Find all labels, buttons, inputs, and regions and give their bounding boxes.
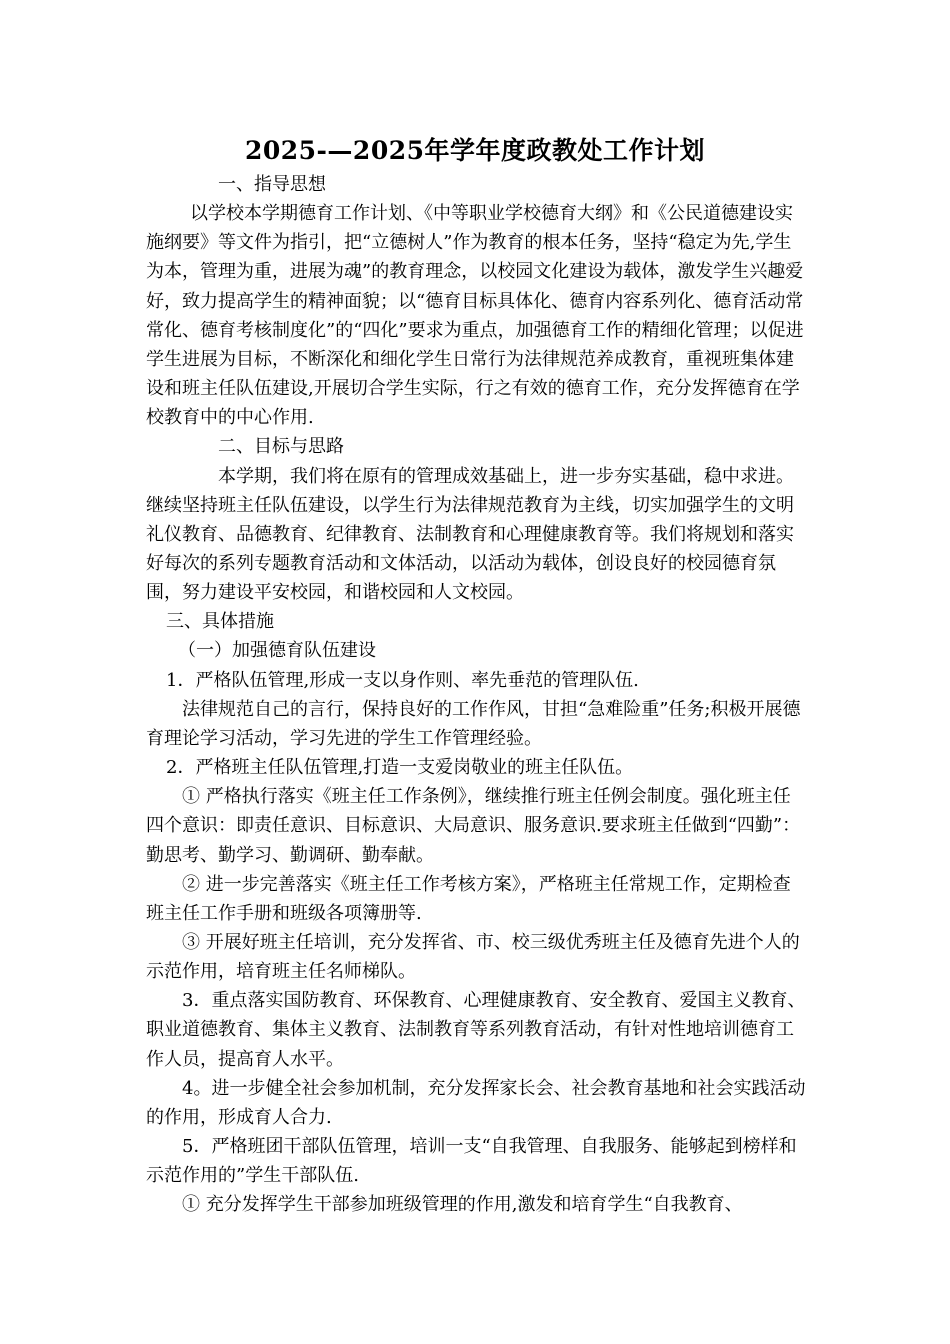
list-item-5-a: ① 充分发挥学生干部参加班级管理的作用,激发和培育学生“自我教育、	[182, 1194, 743, 1216]
list-item-2-b: ② 进一步完善落实《班主任工作考核方案》，严格班主任常规工作，定期检查班主任工作手册和班级各项簿册等.	[146, 873, 791, 924]
list-item-2-c: ③ 开展好班主任培训，充分发挥省、市、校三级优秀班主任及德育先进个人的示范作用，培育班主任名师梯队。	[146, 931, 800, 983]
document-body	[146, 170, 806, 1220]
list-item-3: 3．重点落实国防教育、环保教育、心理健康教育、安全教育、爱国主义教育、职业道德教育、集体主义教育、法制教育等系列教育活动，有针对性地培训德育工作人员，提高育人水平。	[146, 990, 806, 1070]
paragraph-goals: 本学期，我们将在原有的管理成效基础上，进一步夯实基础，稳中求进。继续坚持班主任队伍建设，以学生行为法律规范教育为主线，切实加强学生的文明礼仪教育、品德教育、纪律教育、法制教育和心理健康教育等。我们将规划和落实好每次的系列专题教育活动和文体活动，以活动为载体，创设良好的校园德育氛围，努力建设平安校园，和谐校园和人文校园。	[146, 465, 794, 604]
subsection-heading-team-building: （一）加强德育队伍建设	[178, 640, 376, 662]
list-item-5: 5．严格班团干部队伍管理，培训一支“自我管理、自我服务、能够起到榜样和示范作用的”学生干部队伍.	[146, 1136, 797, 1187]
section-heading-guiding-ideology: 一、指导思想	[218, 174, 326, 195]
list-item-4: 4。进一步健全社会参加机制，充分发挥家长会、社会教育基地和社会实践活动的作用，形成育人合力.	[146, 1077, 806, 1128]
list-item-2-a: ① 严格执行落实《班主任工作条例》，继续推行班主任例会制度。强化班主任四个意识：即责任意识、目标意识、大局意识、服务意识.要求班主任做到“四勤”：勤思考、勤学习、勤调研、勤奉献。	[146, 786, 801, 866]
section-heading-measures: 三、具体措施	[166, 611, 274, 633]
document-title: 2025-—2025年学年度政教处工作计划	[244, 136, 706, 165]
list-item-2: 2．严格班主任队伍管理,打造一支爱岗敬业的班主任队伍。	[166, 757, 634, 779]
list-item-1-detail: 法律规范自己的言行，保持良好的工作作风，甘担“急难险重”任务;积极开展德育理论学习活动，学习先进的学生工作管理经验。	[146, 698, 801, 749]
list-item-1: 1．严格队伍管理,形成一支以身作则、率先垂范的管理队伍.	[166, 669, 639, 691]
paragraph-guiding-ideology: 以学校本学期德育工作计划、《中等职业学校德育大纲》和《公民道德建设实施纲要》等文件为指引，把“立德树人”作为教育的根本任务，坚持“稳定为先,学生为本，管理为重，进展为魂”的教育理念，以校园文化建设为载体，激发学生兴趣爱好，致力提高学生的精神面貌；以“德育目标具体化、德育内容系列化、德育活动常常化、德育考核制度化”的“四化”要求为重点，加强德育工作的精细化管理；以促进学生进展为目标，不断深化和细化学生日常行为法律规范养成教育，重视班集体建设和班主任队伍建设,开展切合学生实际，行之有效的德育工作，充分发挥德育在学校教育中的中心作用.	[146, 203, 804, 429]
section-heading-goals: 二、目标与思路	[218, 436, 344, 458]
